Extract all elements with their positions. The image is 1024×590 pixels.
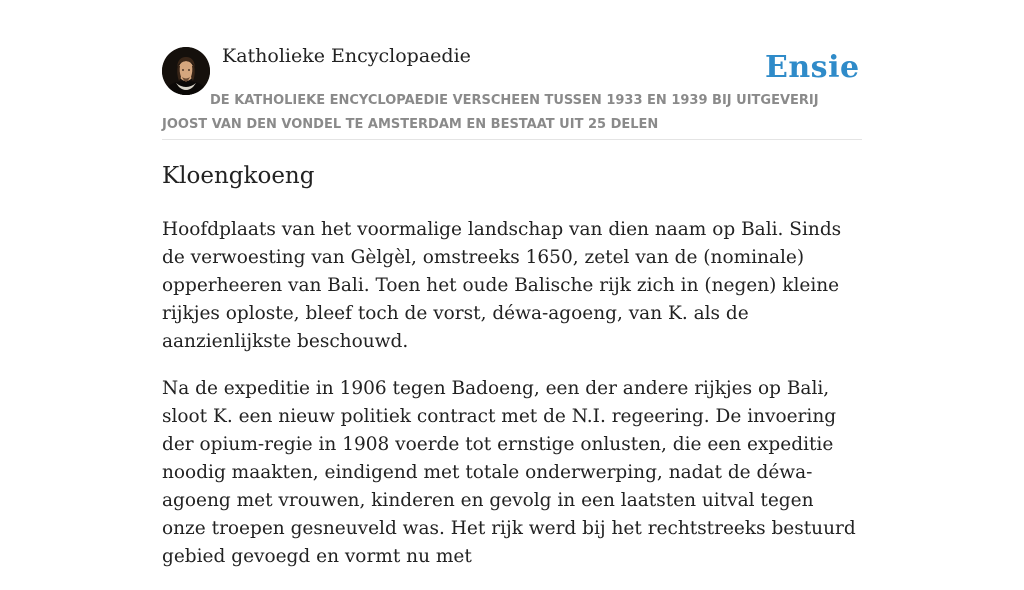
tagline-text: DE KATHOLIEKE ENCYCLOPAEDIE VERSCHEEN TUSSEN 1933 EN 1939 BIJ UITGEVERIJ JOOST VAN DEN VONDEL TE AMSTERDAM EN BESTAAT UIT 25 DELEN [162,93,819,132]
article-paragraph: Na de expeditie in 1906 tegen Badoeng, een der andere rijkjes op Bali, sloot K. een nieuw politiek contract met de N.I. regeering. De invoering der opium-regie in 1908 voerde tot ernstige onlusten, die een expeditie noodig maakten, eindigend met totale onderwerping, nadat de déwa-agoeng met vrouwen, kinderen en gevolg in een laatsten uitval tegen onze troepen gesneuveld was. Het rijk werd bij het rechtstreeks bestuurd gebied gevoegd en vormt nu met [162,378,856,567]
article-title: Kloengkoeng [162,163,315,189]
avatar[interactable] [162,47,210,95]
encyclopedia-description [162,89,862,137]
site-name[interactable]: Katholieke Encyclopaedie [222,45,471,67]
header-divider [162,139,862,140]
ensie-logo[interactable]: Ensie [765,50,860,85]
article-body [162,216,862,590]
portrait-icon [162,47,210,95]
article-paragraph: Hoofdplaats van het voormalige landschap van dien naam op Bali. Sinds de verwoesting van Gèlgèl, omstreeks 1650, zetel van de (nominale) opperheeren van Bali. Toen het oude Balische rijk zich in (negen) kleine rijkjes oploste, bleef toch de vorst, déwa-agoeng, van K. als de aanzienlijkste beschouwd. [162,219,842,352]
